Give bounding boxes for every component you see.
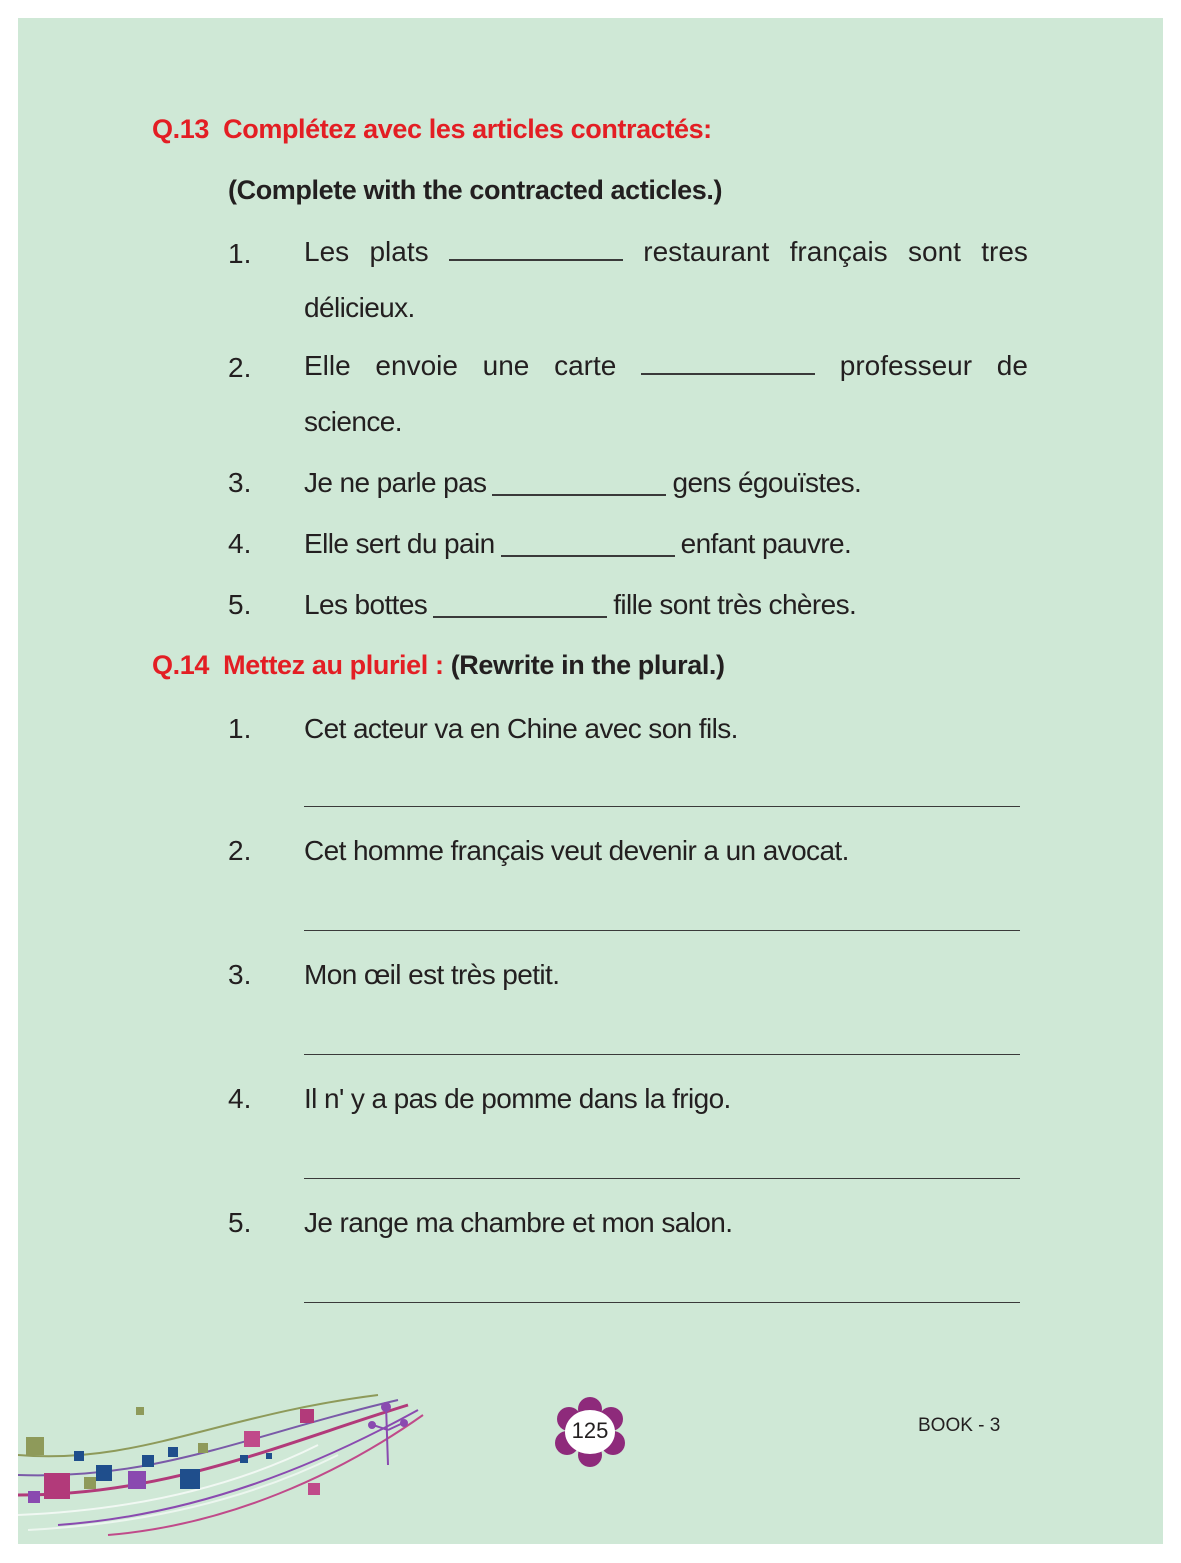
q14-item-3-sentence: Mon œil est très petit. — [304, 959, 560, 990]
word: Les — [304, 236, 350, 267]
q14-number: Q.14 — [152, 650, 209, 680]
word: plats — [369, 236, 429, 267]
q14-item-4-answer-line[interactable] — [304, 1178, 1020, 1179]
q14-item-4-sentence: Il n' y a pas de pomme dans la frigo. — [304, 1083, 731, 1114]
q14-item-1-sentence: Cet acteur va en Chine avec son fils. — [304, 713, 738, 744]
fill-blank[interactable] — [501, 555, 675, 557]
q13-item-1-continuation: délicieux. — [304, 292, 415, 323]
q13-number: Q.13 — [152, 114, 209, 144]
q14-heading — [152, 650, 725, 681]
q13-title: Complétez avec les articles contractés: — [223, 114, 712, 144]
word: français — [789, 236, 888, 267]
word: Elle — [304, 350, 351, 381]
q13-item-3-line — [304, 467, 861, 499]
q13-item-1-number: 1. — [228, 238, 252, 269]
text-before-blank: Elle sert du pain — [304, 528, 495, 559]
fill-blank[interactable] — [492, 494, 666, 496]
q14-item-2-number: 2. — [228, 835, 252, 866]
text-before-blank: Les bottes — [304, 589, 428, 620]
text-before-blank: Je ne parle pas — [304, 467, 487, 498]
q13-subtitle: (Complete with the contracted acticles.) — [228, 175, 723, 205]
fill-blank[interactable] — [641, 373, 815, 375]
q14-subtitle: (Rewrite in the plural.) — [450, 650, 725, 680]
q13-item-4-line — [304, 528, 851, 560]
text-after-blank: enfant pauvre. — [680, 528, 852, 559]
fill-blank[interactable] — [449, 259, 623, 261]
q14-item-1-answer-line[interactable] — [304, 806, 1020, 807]
q13-item-5-number: 5. — [228, 589, 252, 620]
q14-item-4-number: 4. — [228, 1083, 252, 1114]
word: tres — [981, 236, 1028, 267]
word: sont — [908, 236, 961, 267]
q13-heading — [152, 114, 712, 145]
q14-item-2-sentence: Cet homme français veut devenir a un avocat. — [304, 835, 849, 866]
fill-blank[interactable] — [433, 616, 607, 618]
word: carte — [554, 350, 617, 381]
word: professeur — [839, 350, 973, 381]
q14-item-3-number: 3. — [228, 959, 252, 990]
text-after-blank: gens égouïstes. — [672, 467, 862, 498]
q14-item-5-answer-line[interactable] — [304, 1302, 1020, 1303]
q14-title: Mettez au pluriel : — [223, 650, 444, 680]
q13-item-2-line — [304, 350, 1028, 382]
word: restaurant — [643, 236, 770, 267]
q14-item-5-sentence: Je range ma chambre et mon salon. — [304, 1207, 733, 1238]
word: de — [996, 350, 1028, 381]
q14-item-1-number: 1. — [228, 713, 252, 744]
q13-item-3-number: 3. — [228, 467, 252, 498]
word: envoie — [375, 350, 458, 381]
page-number: 125 — [571, 1418, 609, 1443]
q13-item-2-continuation: science. — [304, 406, 402, 437]
q13-item-1-line — [304, 236, 1028, 268]
word: une — [482, 350, 530, 381]
q14-item-5-number: 5. — [228, 1207, 252, 1238]
book-label: BOOK - 3 — [918, 1415, 1001, 1436]
q14-item-2-answer-line[interactable] — [304, 930, 1020, 931]
text-after-blank: fille sont très chères. — [613, 589, 857, 620]
q14-item-3-answer-line[interactable] — [304, 1054, 1020, 1055]
q13-item-5-line — [304, 589, 856, 621]
q13-item-2-number: 2. — [228, 352, 252, 383]
decorative-swirl-graphic — [18, 1385, 438, 1545]
q13-item-4-number: 4. — [228, 528, 252, 559]
